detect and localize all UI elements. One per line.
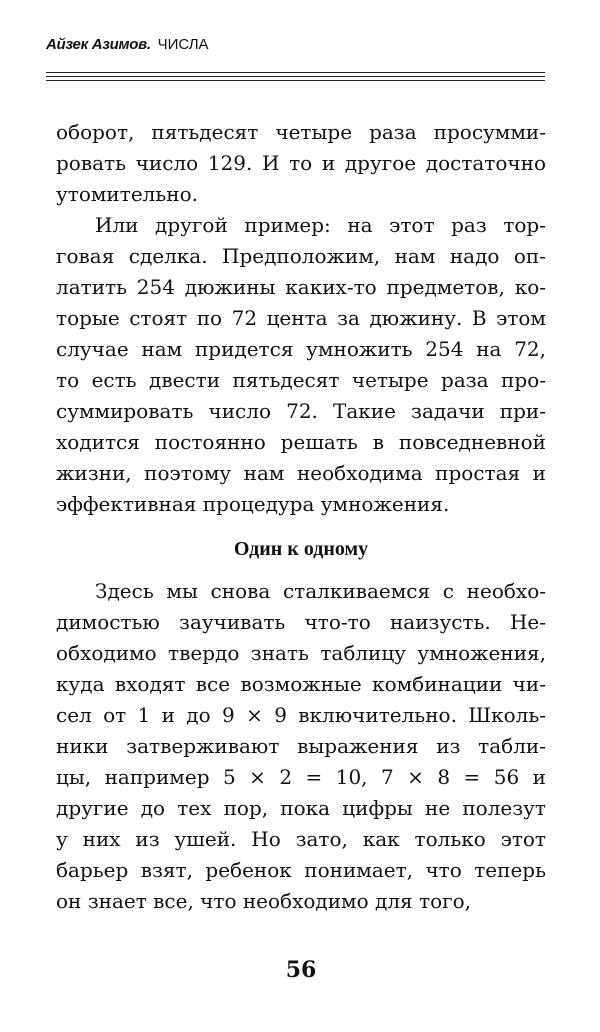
text-line: барьер взят, ребенок понимает, что теперь	[56, 858, 546, 882]
text-line: жизни, поэтому нам необходима простая и	[56, 461, 546, 485]
text-line: димостью заучивать что-то наизусть. Не-	[56, 610, 546, 634]
text-line: утомительно.	[56, 182, 198, 206]
text-line: оборот, пятьдесят четыре раза просумми-	[56, 120, 546, 144]
text-line: ники затверживают выражения из табли-	[56, 734, 546, 758]
text-line: то есть двести пятьдесят четыре раза про-	[56, 368, 546, 392]
page-number: 56	[285, 957, 317, 983]
running-head-author: Айзек Азимов.	[46, 36, 151, 53]
text-line: суммировать число 72. Такие задачи при-	[56, 399, 546, 423]
header-rule-middle	[46, 76, 545, 77]
running-head-book-title: ЧИСЛА	[157, 36, 209, 53]
text-line: Здесь мы снова сталкиваемся с необхо-	[95, 579, 546, 603]
text-line: латить 254 дюжины каких-то предметов, ко-	[56, 275, 546, 299]
text-line: он знает все, что необходимо для того,	[56, 889, 471, 913]
text-line: у них из ушей. Но зато, как только этот	[56, 827, 546, 851]
text-line: ходится постоянно решать в повседневной	[56, 430, 546, 454]
text-line: обходимо твердо знать таблицу умножения,	[56, 641, 546, 665]
running-head	[46, 34, 209, 55]
header-rule-bottom	[46, 80, 545, 81]
text-line: куда входят все возможные комбинации чи-	[56, 672, 546, 696]
text-line: случае нам придется умножить 254 на 72,	[56, 337, 546, 361]
text-line: говая сделка. Предположим, нам надо оп-	[56, 244, 546, 268]
body-text-before-heading	[56, 117, 546, 520]
text-line: Или другой пример: на этот раз тор-	[95, 213, 546, 237]
body-text-after-heading	[56, 576, 546, 917]
text-line: цы, например 5 × 2 = 10, 7 × 8 = 56 и	[56, 765, 546, 789]
text-line: ровать число 129. И то и другое достаточно	[56, 151, 546, 175]
text-line: эффективная процедура умножения.	[56, 492, 450, 516]
header-rule-top	[46, 72, 545, 73]
text-line: торые стоят по 72 цента за дюжину. В этом	[56, 306, 546, 330]
section-heading: Один к одному	[233, 538, 369, 560]
text-line: другие до тех пор, пока цифры не полезут	[56, 796, 546, 820]
text-line: сел от 1 и до 9 × 9 включительно. Школь-	[56, 703, 546, 727]
